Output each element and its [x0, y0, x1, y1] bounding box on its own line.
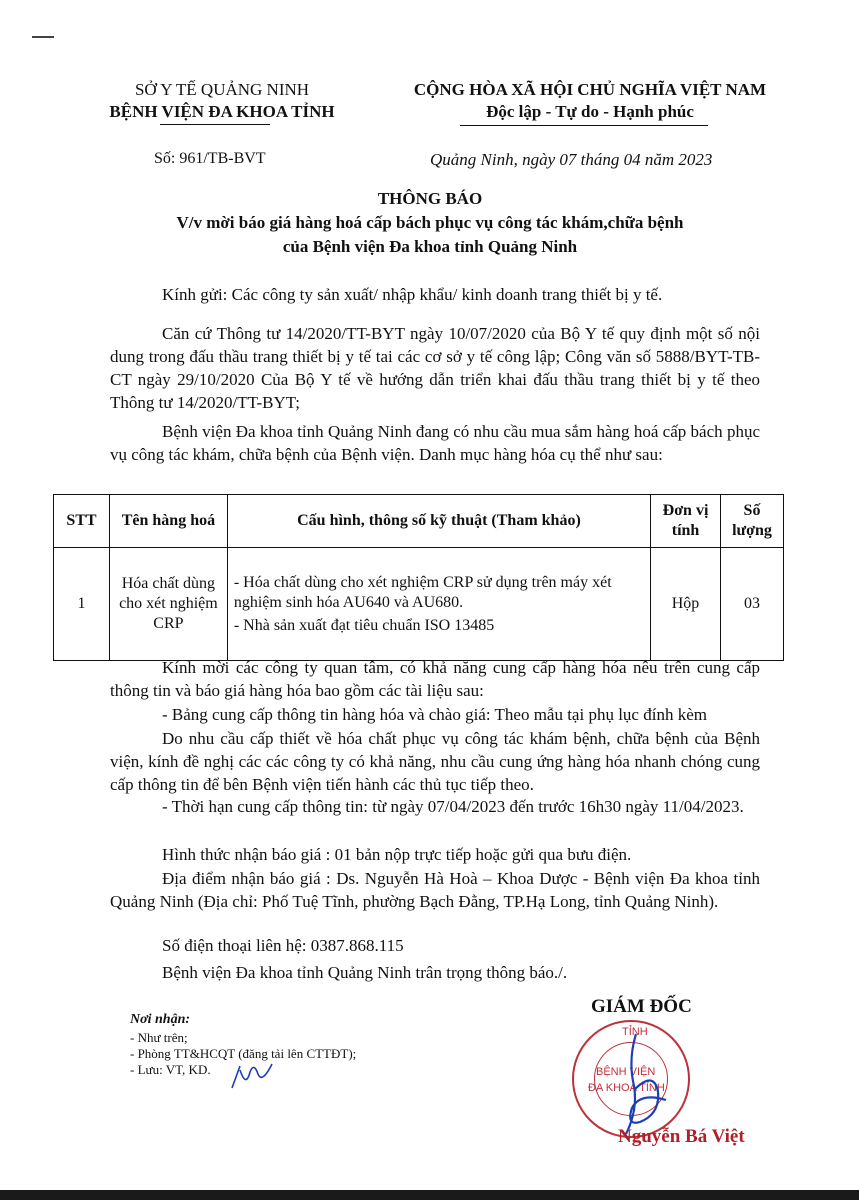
col-header-qty [721, 495, 784, 548]
recipient-item: - Phòng TT&HCQT (đăng tải lên CTTĐT); [130, 1046, 357, 1061]
signer-position: GIÁM ĐỐC [591, 996, 692, 1017]
header-left [92, 79, 352, 123]
col-header-unit-line1: Đơn vị [662, 502, 709, 519]
col-header-spec: Cấu hình, thông số kỹ thuật (Tham khảo) [227, 495, 650, 548]
cell-stt: 1 [54, 548, 110, 661]
body-paragraph-4: - Thời hạn cung cấp thông tin: từ ngày 07/04/2023 đến trước 16h30 ngày 11/04/2023. [162, 797, 744, 816]
stamp-line2: ĐA KHOA TỈNH [588, 1082, 665, 1094]
col-header-qty-line1: Số [743, 502, 761, 519]
motto-underline [460, 125, 708, 126]
greeting: Kính gửi: Các công ty sản xuất/ nhập khẩu/ kinh doanh trang thiết bị y tế. [162, 285, 663, 304]
cell-spec [227, 548, 650, 661]
doc-title: THÔNG BÁO [377, 189, 483, 208]
stamp-top-text: TỈNH [622, 1026, 648, 1038]
title-block [100, 187, 760, 259]
doc-subject-line2: của Bệnh viện Đa khoa tỉnh Quảng Ninh [282, 237, 578, 256]
doc-subject-line1: V/v mời báo giá hàng hoá cấp bách phục vụ công tác khám,chữa bệnh [176, 213, 684, 232]
signature-scribble [606, 1030, 686, 1140]
col-header-qty-line2: lượng [732, 522, 772, 539]
date-place: Quảng Ninh, ngày 07 tháng 04 năm 2023 [430, 150, 713, 169]
initials-mark [228, 1058, 278, 1094]
header-left-underline [160, 124, 270, 125]
scan-mark [32, 36, 54, 38]
hospital-name: BỆNH VIỆN ĐA KHOA TỈNH [109, 102, 335, 121]
table-header-row [54, 495, 784, 548]
recipient-item: - Như trên; [130, 1030, 188, 1045]
scan-bottom-edge [0, 1190, 859, 1200]
body-paragraph-1: Kính mời các công ty quan tâm, có khả năng cung cấp hàng hóa nêu trên cung cấp thông tin và báo giá hàng hóa bao gồm các tài liệu sau: [110, 658, 760, 700]
signer-name: Nguyễn Bá Việt [618, 1126, 745, 1147]
body-paragraph-6: Địa điểm nhận báo giá : Ds. Nguyễn Hà Hoà – Khoa Dược - Bệnh viện Đa khoa tỉnh Quảng Ninh (Địa chỉ: Phố Tuệ Tĩnh, phường Bạch Đằng, TP.Hạ Long, tỉnh Quảng Ninh). [110, 869, 760, 911]
recipient-item: - Lưu: VT, KD. [130, 1062, 211, 1077]
goods-table [53, 494, 784, 661]
header-right [380, 79, 800, 123]
col-header-unit [651, 495, 721, 548]
body-paragraph-2: - Bảng cung cấp thông tin hàng hóa và chào giá: Theo mẫu tại phụ lục đính kèm [162, 705, 707, 724]
col-header-stt: STT [54, 495, 110, 548]
cell-name: Hóa chất dùng cho xét nghiệm CRP [109, 548, 227, 661]
table-row [54, 548, 784, 661]
body-paragraph-5: Hình thức nhận báo giá : 01 bản nộp trực tiếp hoặc gửi qua bưu điện. [162, 845, 632, 864]
motto: Độc lập - Tự do - Hạnh phúc [486, 102, 694, 121]
cell-qty: 03 [721, 548, 784, 661]
cell-spec-line2: - Nhà sản xuất đạt tiêu chuẩn ISO 13485 [233, 616, 495, 634]
ministry-name: SỞ Y TẾ QUẢNG NINH [134, 80, 310, 99]
cell-unit: Hộp [651, 548, 721, 661]
col-header-name: Tên hàng hoá [109, 495, 227, 548]
body-paragraph-7: Số điện thoại liên hệ: 0387.868.115 [162, 936, 404, 955]
body-paragraph-3: Do nhu cầu cấp thiết về hóa chất phục vụ công tác khám bệnh, chữa bệnh của Bệnh viện, kính đề nghị các các công ty có khả năng, nhu cầu cung ứng hàng hóa nhanh chóng cung cấp thông tin để bên Bệnh viện tiến hành các thủ tục tiếp theo. [110, 729, 760, 794]
stamp-line1: BỆNH VIỆN [596, 1066, 656, 1078]
intro-paragraph-1: Căn cứ Thông tư 14/2020/TT-BYT ngày 10/07/2020 của Bộ Y tế quy định một số nội dung trong đấu thầu trang thiết bị y tế tai các cơ sở y tế công lập; Công văn số 5888/BYT-TB-CT ngày 29/10/2020 Của Bộ Y tế về hướng dẫn triển khai đấu thầu trang thiết bị y tế theo Thông tư 14/2020/TT-BYT; [110, 324, 760, 412]
doc-number: Số: 961/TB-BVT [154, 150, 266, 167]
body-paragraph-8: Bệnh viện Đa khoa tỉnh Quảng Ninh trân trọng thông báo./. [162, 963, 568, 982]
col-header-unit-line2: tính [671, 522, 700, 539]
cell-spec-line1: - Hóa chất dùng cho xét nghiệm CRP sử dụng trên máy xét nghiệm sinh hóa AU640 và AU680. [233, 573, 612, 611]
country-name: CỘNG HÒA XÃ HỘI CHỦ NGHĨA VIỆT NAM [413, 80, 767, 99]
recipients-title: Nơi nhận: [130, 1012, 191, 1027]
intro-paragraph-2: Bệnh viện Đa khoa tỉnh Quảng Ninh đang có nhu cầu mua sắm hàng hoá cấp bách phục vụ công tác khám, chữa bệnh của Bệnh viện. Danh mục hàng hóa cụ thể như sau: [110, 422, 760, 464]
